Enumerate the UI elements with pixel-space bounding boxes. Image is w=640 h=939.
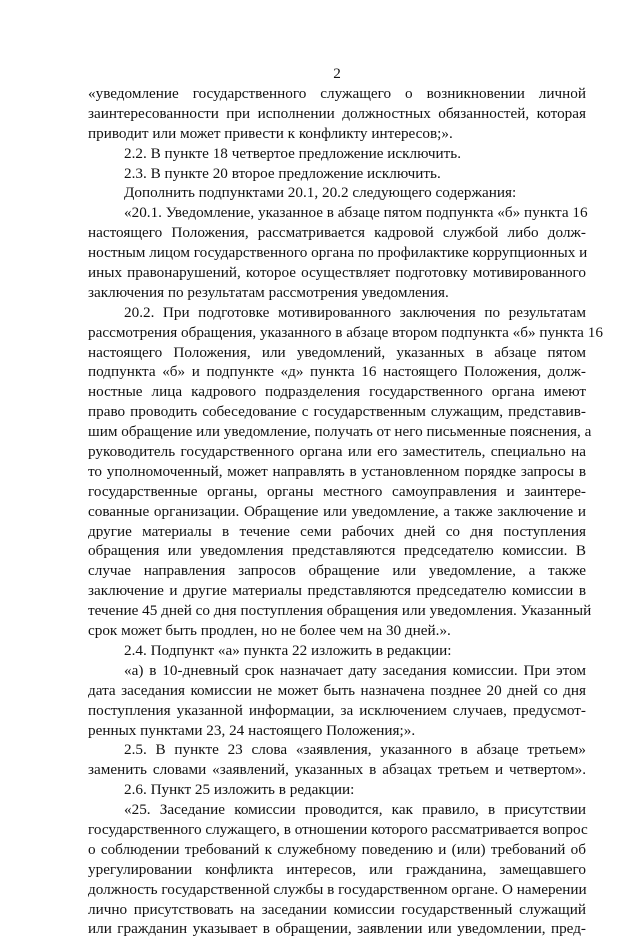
- text-line: рассмотрения обращения, указанного в абзаце втором подпункта «б» пункта 16: [88, 323, 603, 341]
- text-line: «25. Заседание комиссии проводится, как правило, в присутствии: [124, 801, 586, 819]
- text-line: о соблюдении требований к служебному поведению и (или) требований об: [88, 840, 586, 858]
- text-line: заключение и другие материалы представляются председателю комиссии в: [88, 582, 586, 600]
- text-line: «уведомление государственного служащего о возникновении личной: [88, 85, 586, 102]
- text-line: заинтересованности при исполнении должностных обязанностей, которая: [88, 104, 586, 122]
- text-line: то уполномоченный, может направлять в установленном порядке запросы в: [88, 462, 586, 480]
- text-line: настоящего Положения, рассматривается кадровой службой либо долж-: [88, 224, 586, 242]
- text-line: шим обращение или уведомление, получать от него письменные пояснения, а: [88, 423, 592, 441]
- text-line: сованные организации. Обращение или уведомление, а также заключение и: [88, 502, 586, 520]
- text-line: настоящего Положения, или уведомлений, указанных в абзаце пятом: [88, 343, 586, 361]
- text-line: поступления указанной информации, за исключением случаев, предусмот-: [88, 701, 586, 719]
- document-body: [88, 84, 603, 939]
- text-line: течение 45 дней со дня поступления обращения или уведомления. Указанный: [88, 602, 592, 620]
- text-line: 2.6. Пункт 25 изложить в редакции:: [124, 781, 355, 799]
- text-line: право проводить собеседование с государственным служащим, представив-: [88, 403, 586, 421]
- text-line: заключения по результатам рассмотрения уведомления.: [88, 283, 449, 301]
- text-line: ностные лица кадрового подразделения государственного органа имеют: [88, 383, 586, 401]
- text-line: «20.1. Уведомление, указанное в абзаце пятом подпункта «б» пункта 16: [124, 204, 588, 222]
- text-line: обращения или уведомления представляются председателю комиссии. В: [88, 542, 586, 560]
- text-line: иных правонарушений, которое осуществляет подготовку мотивированного: [88, 264, 586, 282]
- text-line: урегулировании конфликта интересов, или гражданина, замещавшего: [88, 860, 586, 878]
- text-line: 2.4. Подпункт «а» пункта 22 изложить в редакции:: [124, 641, 452, 659]
- text-line: дата заседания комиссии не может быть назначена позднее 20 дней со дня: [88, 681, 586, 699]
- text-line: заменить словами «заявлений, указанных в абзацах третьем и четвертом».: [88, 761, 586, 779]
- text-line: другие материалы в течение семи рабочих дней со дня поступления: [88, 522, 586, 540]
- text-line: Дополнить подпунктами 20.1, 20.2 следующего содержания:: [124, 184, 517, 202]
- text-line: подпункта «б» и подпункте «д» пункта 16 настоящего Положения, долж-: [88, 363, 586, 381]
- text-line: ренных пунктами 23, 24 настоящего Положения;».: [88, 721, 416, 739]
- text-line: ностным лицом государственного органа по профилактике коррупционных и: [88, 244, 588, 262]
- text-line: должность государственной службы в государственном органе. О намерении: [88, 880, 587, 898]
- text-line: руководитель государственного органа или его заместитель, специально на: [88, 443, 586, 461]
- text-line: «а) в 10-дневный срок назначает дату заседания комиссии. При этом: [124, 661, 586, 679]
- text-line: государственные органы, органы местного самоуправления и заинтере-: [88, 482, 586, 500]
- text-line: или гражданин указывает в обращении, заявлении или уведомлении, пред-: [88, 920, 586, 938]
- text-line: приводит или может привести к конфликту интересов;».: [88, 124, 453, 142]
- text-line: срок может быть продлен, но не более чем на 30 дней.».: [88, 622, 451, 640]
- text-line: 2.3. В пункте 20 второе предложение исключить.: [124, 164, 441, 182]
- text-line: 2.5. В пункте 23 слова «заявления, указанного в абзаце третьем»: [124, 741, 586, 759]
- text-line: лично присутствовать на заседании комиссии государственный служащий: [88, 900, 586, 918]
- text-line: случае направления запросов обращение или уведомление, а также: [88, 562, 586, 580]
- text-line: 20.2. При подготовке мотивированного заключения по результатам: [124, 303, 586, 321]
- text-line: государственного служащего, в отношении которого рассматривается вопрос: [88, 820, 588, 838]
- page-number: 2: [333, 65, 341, 82]
- text-line: 2.2. В пункте 18 четвертое предложение исключить.: [124, 144, 462, 162]
